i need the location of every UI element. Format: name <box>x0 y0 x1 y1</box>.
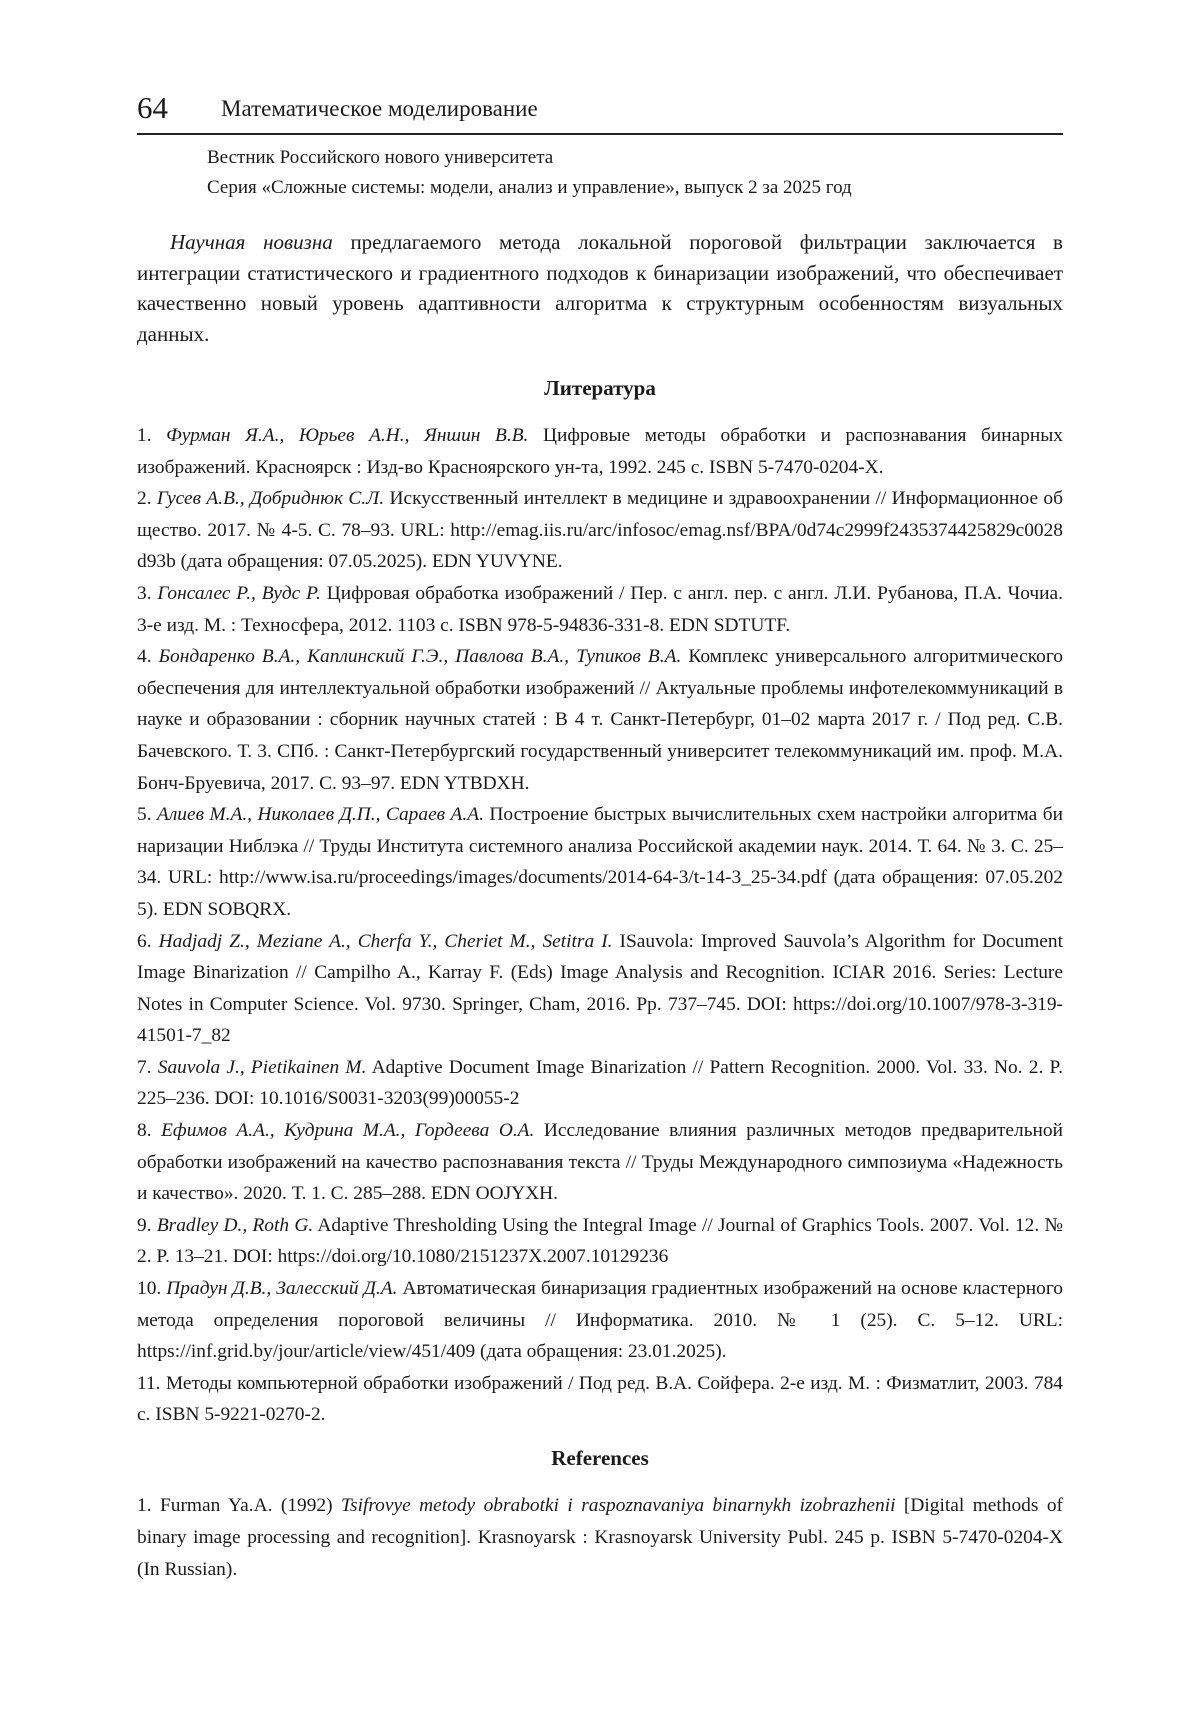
novelty-lead: Научная новизна <box>170 230 333 254</box>
literature-item: 6. Hadjadj Z., Meziane A., Cherfa Y., Cheriet M., Setitra I. ISauvola: Improved Sauvola’s Algorithm for Document Image Binarization // Campilho A., Karray F. (Eds) Image Analysis and Recognition. ICIAR 2016. Series: Lecture Notes in Computer Science. Vol. 9730. Springer, Cham, 2016. Pp. 737–745. DOI: https://doi.org/10.1007/978-3-319-41501-7_82 <box>137 930 1063 1047</box>
literature-item: 4. Бондаренко В.А., Каплинский Г.Э., Павлова В.А., Тупиков В.А. Комплекс универсального алгоритмического обеспечения для интеллектуальной обработки изображений // Актуальные проблемы инфотелекоммуникаций в науке и образовании : сборник научных статей : В 4 т. Санкт-Петербург, 01–02 марта 2017 г. / Под ред. С.В. Бачевского. Т. 3. СПб. : Санкт-Петербургский государственный университет телекоммуникаций им. проф. М.А. Бонч-Бруевича, 2017. С. 93–97. EDN YTBDXH. <box>137 646 1063 794</box>
header-rule <box>137 133 1063 135</box>
ref-authors: Ефимов А.А., Кудрина М.А., Гордеева О.А. <box>161 1120 535 1142</box>
journal-series: Серия «Сложные системы: модели, анализ и управление», выпуск 2 за 2025 год <box>207 177 852 198</box>
novelty-paragraph <box>137 227 1063 349</box>
literature-item: 5. Алиев М.А., Николаев Д.П., Сараев А.А. Построение быстрых вычислительных схем настройки алгоритма бинаризации Ниблэка // Труды Института системного анализа Российской академии наук. 2014. Т. 64. № 3. С. 25–34. URL: http://www.isa.ru/proceedings/images/documents/2014-64-3/t-14-3_25-34.pdf (дата обращения: 07.05.2025). EDN SOBQRX. <box>137 804 1063 920</box>
references-list <box>137 1490 1063 1586</box>
literature-item: 3. Гонсалес Р., Вудс Р. Цифровая обработка изображений / Пер. с англ. пер. с англ. Л.И. Рубанова, П.А. Чочиа. 3-е изд. М. : Техносфера, 2012. 1103 с. ISBN 978-5-94836-331-8. EDN SDTUTF. <box>137 582 1064 636</box>
ref-authors: Прадун Д.В., Залесский Д.А. <box>166 1278 398 1300</box>
running-head <box>137 88 1063 136</box>
literature-heading: Литература <box>544 376 656 400</box>
reference-item: 1. Furman Ya.A. (1992) Tsifrovye metody obrabotki i raspoznavaniya binarnykh izobrazhenii [Digital methods of binary image processing and recognition]. Krasnoyarsk : Krasnoyarsk University Publ. 245 p. ISBN 5-7470-0204-X (In Russian). <box>137 1495 1064 1580</box>
novelty-text: предлагаемого метода локальной пороговой фильтрации заключается в интеграции статистического и градиентного подходов к бинаризации изображений, что обеспечивает качественно новый уровень адаптивности алгоритма к структурным особенностям визуальных данных. <box>137 230 1063 346</box>
ref-authors: Sauvola J., Pietikainen M. <box>157 1056 367 1078</box>
journal-info <box>207 143 852 203</box>
ref-authors: Гонсалес Р., Вудс Р. <box>157 582 321 604</box>
literature-item: 2. Гусев А.В., Добриднюк С.Л. Искусственный интеллект в медицине и здравоохранении // Информационное общество. 2017. № 4-5. С. 78–93. URL: http://emag.iis.ru/arc/infosoc/emag.nsf/BPA/0d74c2999f2435374425829c0028d93b (дата обращения: 07.05.2025). EDN YUVYNE. <box>137 488 1063 573</box>
page-number: 64 <box>137 90 168 125</box>
ref-authors: Фурман Я.А., Юрьев А.Н., Яншин В.В. <box>166 425 529 446</box>
section-title: Математическое моделирование <box>221 96 538 121</box>
ref-title: Tsifrovye metody obrabotki i raspoznavaniya binarnykh izobrazhenii <box>341 1495 896 1516</box>
ref-authors: Алиев М.А., Николаев Д.П., Сараев А.А. <box>157 804 484 826</box>
ref-authors: Hadjadj Z., Meziane A., Cherfa Y., Cheriet M., Setitra I. <box>158 930 613 952</box>
ref-authors: Bradley D., Roth G. <box>156 1214 314 1236</box>
references-heading: References <box>551 1446 649 1470</box>
literature-item: 10. Прадун Д.В., Залесский Д.А. Автоматическая бинаризация градиентных изображений на основе кластерного метода определения пороговой величины // Информатика. 2010. № 1 (25). С. 5–12. URL: https://inf.grid.by/jour/article/view/451/409 (дата обращения: 23.01.2025). <box>137 1278 1064 1363</box>
literature-list <box>137 420 1063 1431</box>
literature-item: 9. Bradley D., Roth G. Adaptive Thresholding Using the Integral Image // Journal of Graphics Tools. 2007. Vol. 12. № 2. P. 13–21. DOI: https://doi.org/10.1080/2151237X.2007.10129236 <box>137 1214 1063 1268</box>
literature-item: 11. Методы компьютерной обработки изображений / Под ред. В.А. Сойфера. 2-е изд. М. : Физматлит, 2003. 784 с. ISBN 5-9221-0270-2. <box>137 1372 1063 1426</box>
ref-authors: Бондаренко В.А., Каплинский Г.Э., Павлова В.А., Тупиков В.А. <box>158 646 682 668</box>
literature-item: 7. Sauvola J., Pietikainen M. Adaptive Document Image Binarization // Pattern Recognition. 2000. Vol. 33. No. 2. P. 225–236. DOI: 10.1016/S0031-3203(99)00055-2 <box>137 1056 1063 1110</box>
journal-name: Вестник Российского нового университета <box>207 147 554 168</box>
literature-item: 8. Ефимов А.А., Кудрина М.А., Гордеева О.А. Исследование влияния различных методов предварительной обработки изображений на качество распознавания текста // Труды Международного симпозиума «Надежность и качество». 2020. Т. 1. С. 285–288. EDN OOJYXH. <box>137 1120 1063 1205</box>
literature-item: 1. Фурман Я.А., Юрьев А.Н., Яншин В.В. Цифровые методы обработки и распознавания бинарных изображений. Красноярск : Изд-во Красноярского ун-та, 1992. 245 с. ISBN 5-7470-0204-X. <box>137 425 1064 478</box>
ref-authors: Гусев А.В., Добриднюк С.Л. <box>156 488 385 510</box>
